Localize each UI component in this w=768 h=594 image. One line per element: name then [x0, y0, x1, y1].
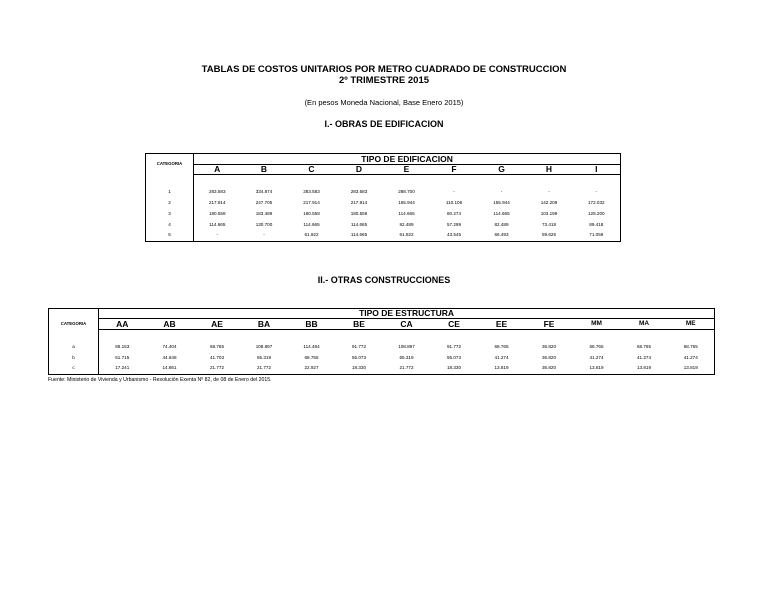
- value-cell: 17.241: [99, 364, 146, 375]
- value-cell: 51.715: [99, 353, 146, 364]
- category-cell: a: [49, 342, 99, 353]
- value-cell: -: [194, 231, 241, 242]
- section1-title: I.- OBRAS DE EDIFICACION: [324, 119, 444, 129]
- value-cell: -: [548, 188, 550, 194]
- edificacion-table: [145, 153, 621, 242]
- value-cell: 18.330: [431, 364, 478, 375]
- value-cell: 247.705: [255, 199, 273, 205]
- table-row: [146, 231, 621, 242]
- value-cell: 130.700: [255, 221, 273, 227]
- value-cell: -: [241, 231, 288, 242]
- column-header: CE: [448, 318, 460, 329]
- column-header: BE: [353, 318, 365, 329]
- value-cell: 36.820: [526, 364, 573, 375]
- value-cell: 65.319: [256, 354, 272, 360]
- value-cell: 41.703: [209, 354, 225, 360]
- column-header: H: [545, 164, 553, 175]
- value-cell: 82.489: [399, 221, 414, 227]
- value-cell: 21.772: [194, 364, 241, 375]
- value-cell: 91.772: [446, 343, 462, 349]
- value-cell: 334.874: [255, 188, 273, 194]
- column-header: BB: [305, 318, 318, 329]
- value-cell: 13.819: [668, 364, 715, 375]
- column-header: EE: [495, 318, 508, 329]
- value-cell: 217.914: [194, 198, 241, 209]
- group-header: TIPO DE EDIFICACION: [194, 154, 621, 165]
- table-row: [49, 364, 715, 375]
- column-header: CA: [400, 318, 413, 329]
- value-cell: 110.106: [445, 199, 463, 205]
- value-cell: 68.765: [589, 343, 604, 349]
- value-cell: -: [573, 187, 621, 198]
- column-header: B: [260, 164, 268, 175]
- table-row: [146, 198, 621, 209]
- value-cell: 114.665: [336, 231, 383, 242]
- value-cell: 68.765: [668, 342, 715, 353]
- value-cell: 283.583: [194, 187, 241, 198]
- value-cell: 142.209: [540, 199, 558, 205]
- value-cell: 68.765: [636, 343, 652, 349]
- column-header: C: [308, 164, 315, 175]
- value-cell: 91.772: [351, 343, 367, 349]
- value-cell: 36.820: [541, 354, 557, 360]
- value-cell: 114.484: [303, 343, 320, 349]
- column-header: I: [573, 165, 621, 175]
- column-header: AA: [99, 319, 146, 330]
- value-cell: 61.922: [383, 231, 431, 242]
- value-cell: -: [500, 188, 503, 194]
- table-row: [146, 209, 621, 220]
- column-header: G: [498, 164, 505, 175]
- value-cell: 13.819: [621, 364, 668, 375]
- currency-note: (En pesos Moneda Nacional, Base Enero 2015): [304, 98, 464, 107]
- category-label: CATEGORIA: [156, 160, 183, 166]
- value-cell: 41.274: [668, 353, 715, 364]
- value-cell: 217.914: [350, 199, 368, 205]
- page-title: TABLAS DE COSTOS UNITARIOS POR METRO CUADRADO DE CONSTRUCCION: [201, 64, 567, 75]
- value-cell: 89.418: [573, 220, 621, 231]
- category-cell: c: [49, 364, 99, 375]
- category-cell: 2: [146, 198, 194, 209]
- value-cell: 217.914: [303, 199, 320, 205]
- category-cell: 3: [146, 209, 194, 220]
- value-cell: 66.493: [478, 231, 526, 242]
- value-cell: 114.665: [398, 210, 415, 216]
- value-cell: 21.772: [383, 364, 431, 375]
- column-header: BA: [257, 318, 271, 329]
- value-cell: 86.153: [99, 342, 146, 353]
- page-subtitle-period: 2º TRIMESTRE 2015: [338, 75, 430, 86]
- table-row: [49, 342, 715, 353]
- value-cell: 55.073: [446, 354, 462, 360]
- value-cell: 71.059: [573, 231, 621, 242]
- value-cell: 41.274: [494, 354, 509, 360]
- table-row: [49, 353, 715, 364]
- column-header: FE: [543, 318, 555, 329]
- column-header: AB: [163, 318, 176, 329]
- value-cell: 13.819: [573, 364, 621, 375]
- value-cell: 155.944: [493, 199, 510, 205]
- value-cell: 36.820: [541, 343, 557, 349]
- column-header: AE: [211, 318, 223, 329]
- value-cell: 21.772: [241, 364, 288, 375]
- value-cell: 114.665: [303, 221, 320, 227]
- value-cell: 14.861: [146, 364, 194, 375]
- value-cell: 183.489: [255, 210, 273, 216]
- value-cell: 172.032: [573, 198, 621, 209]
- table-row: [146, 187, 621, 198]
- value-cell: 13.819: [478, 364, 526, 375]
- value-cell: 41.274: [636, 354, 652, 360]
- value-cell: 18.330: [336, 364, 383, 375]
- value-cell: 59.626: [526, 231, 573, 242]
- table-row: [146, 220, 621, 231]
- section2-title: II.- OTRAS CONSTRUCCIONES: [317, 275, 451, 285]
- value-cell: 180.558: [194, 209, 241, 220]
- value-cell: 65.319: [399, 354, 414, 360]
- value-cell: 68.765: [209, 343, 225, 349]
- column-header: D: [355, 164, 363, 175]
- category-cell: b: [49, 353, 99, 364]
- value-cell: 74.404: [162, 343, 177, 349]
- value-cell: 43.545: [431, 231, 478, 242]
- value-cell: 128.200: [573, 209, 621, 220]
- value-cell: 55.073: [351, 354, 367, 360]
- value-cell: 22.927: [288, 364, 336, 375]
- value-cell: 73.418: [541, 221, 557, 227]
- value-cell: 114.665: [493, 210, 510, 216]
- value-cell: 180.558: [303, 210, 320, 216]
- value-cell: 44.648: [162, 354, 177, 360]
- value-cell: 114.665: [194, 220, 241, 231]
- value-cell: 288.700: [398, 188, 415, 194]
- group-header: TIPO DE ESTRUCTURA: [99, 309, 715, 319]
- column-header: F: [451, 164, 457, 175]
- value-cell: 57.299: [446, 221, 462, 227]
- value-cell: 80.274: [446, 210, 462, 216]
- category-cell: 1: [146, 187, 194, 198]
- column-header: MM: [591, 319, 602, 327]
- otras-construcciones-table: [48, 308, 715, 375]
- value-cell: 82.489: [494, 221, 509, 227]
- value-cell: 283.583: [350, 188, 368, 194]
- column-header: MA: [638, 319, 650, 327]
- value-cell: 108.897: [255, 343, 273, 349]
- value-cell: 61.922: [288, 231, 336, 242]
- value-cell: 108.897: [398, 343, 415, 349]
- value-cell: 283.583: [303, 188, 320, 194]
- value-cell: -: [453, 188, 455, 194]
- value-cell: 41.274: [589, 354, 604, 360]
- source-footnote: Fuente: Ministerio de Vivienda y Urbanismo - Resolución Exenta Nº 82, de 08 de Enero del 2015.: [48, 377, 272, 383]
- value-cell: 68.755: [304, 354, 319, 360]
- category-label: CATEGORIA: [60, 320, 87, 326]
- column-header: ME: [668, 319, 715, 330]
- category-cell: 4: [146, 220, 194, 231]
- value-cell: 180.558: [350, 210, 368, 216]
- value-cell: 68.765: [494, 343, 509, 349]
- column-header: E: [403, 164, 410, 175]
- value-cell: 155.944: [398, 199, 415, 205]
- value-cell: 114.665: [350, 221, 368, 227]
- value-cell: 103.199: [540, 210, 558, 216]
- column-header: A: [194, 165, 241, 175]
- category-cell: 5: [146, 231, 194, 242]
